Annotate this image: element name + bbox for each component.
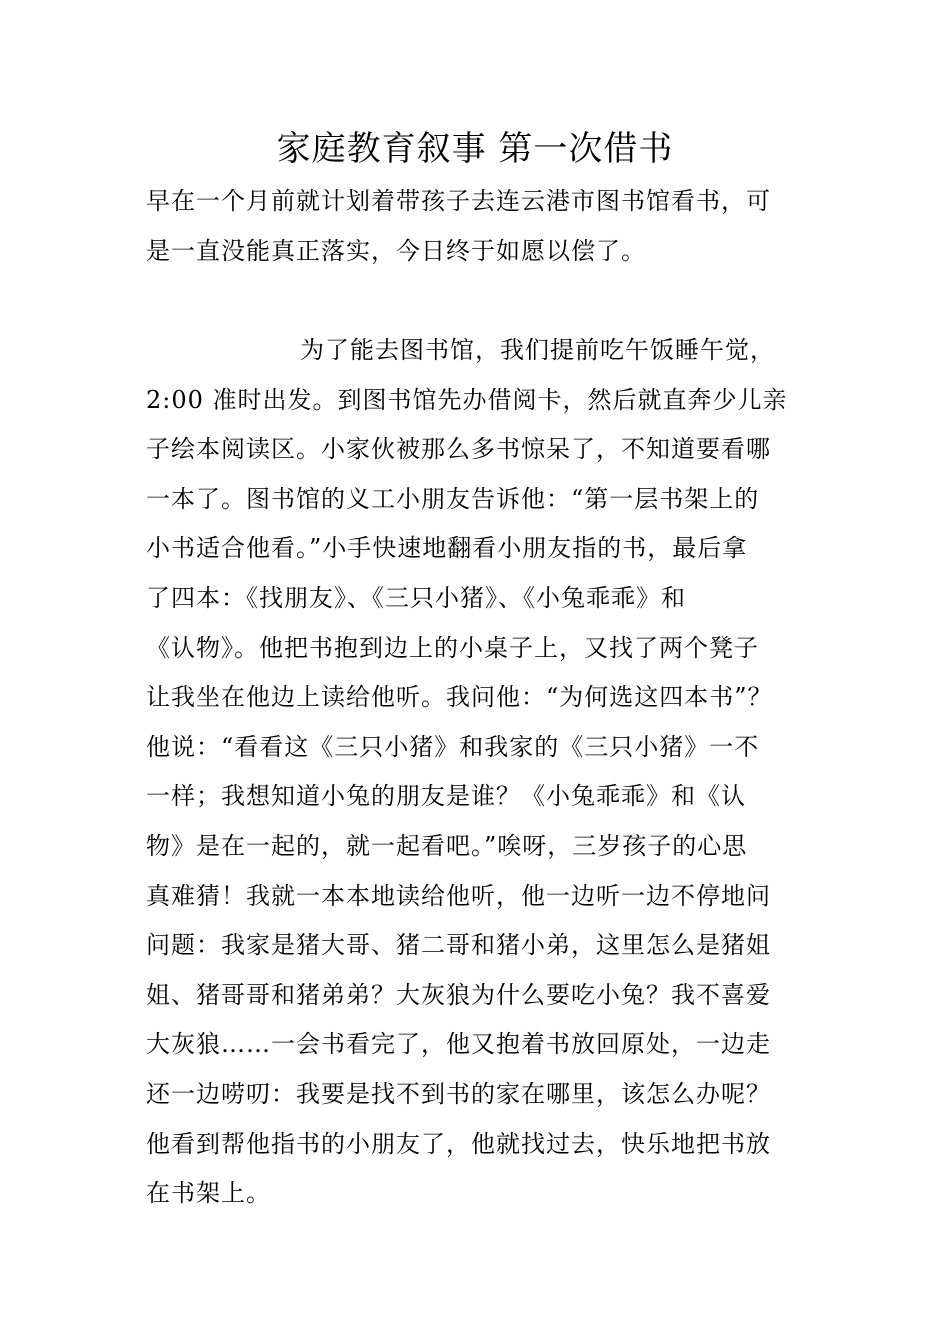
paragraph-line: 《认物》。他把书抱到边上的小桌子上，又找了两个凳子 [146,633,759,662]
paragraph-line: 一样；我想知道小兔的朋友是谁？《小兔乖乖》和《认 [146,782,746,811]
paragraph-line: 早在一个月前就计划着带孩子去连云港市图书馆看书，可 [146,187,771,215]
paragraph-line: 大灰狼……一会书看完了，他又抱着书放回原处，一边走 [146,1030,771,1059]
paragraph-line: 是一直没能真正落实，今日终于如愿以偿了。 [146,236,646,265]
paragraph-2 [146,326,788,1219]
paragraph-line: 姐、猪哥哥和猪弟弟？大灰狼为什么要吃小兔？我不喜爱 [146,980,771,1009]
paragraph-line: 还一边唠叨：我要是找不到书的家在哪里，该怎么办呢？ [146,1079,771,1108]
paragraph-line: 小书适合他看。”小手快速地翻看小朋友指的书，最后拿 [146,534,748,563]
paragraph-line: 子绘本阅读区。小家伙被那么多书惊呆了，不知道要看哪 [146,435,771,464]
document-title: 家庭教育叙事 第一次借书 [276,129,674,169]
paragraph-line: 了四本：《找朋友》、《三只小猪》、《小兔乖乖》和 [146,583,686,612]
paragraph-line: 一本了。图书馆的义工小朋友告诉他：“第一层书架上的 [146,484,760,513]
paragraph-line: 2:00 准时出发。到图书馆先办借阅卡，然后就直奔少儿亲 [146,385,788,414]
paragraph-line: 物》是在一起的，就一起看吧。”唉呀，三岁孩子的心思 [146,831,748,860]
paragraph-line: 他说：“看看这《三只小猪》和我家的《三只小猪》一不 [146,732,760,761]
paragraph-line: 真难猜！我就一本本地读给他听，他一边听一边不停地问 [146,881,771,910]
paragraph-line: 为了能去图书馆，我们提前吃午饭睡午觉， [300,336,775,364]
paragraph-1 [146,177,771,276]
paragraph-line: 他看到帮他指书的小朋友了，他就找过去，快乐地把书放 [146,1129,771,1158]
paragraph-line: 问题：我家是猪大哥、猪二哥和猪小弟，这里怎么是猪姐 [146,931,771,960]
paragraph-line: 在书架上。 [146,1179,271,1208]
paragraph-line: 让我坐在他边上读给他听。我问他：“为何选这四本书”？ [146,683,773,712]
